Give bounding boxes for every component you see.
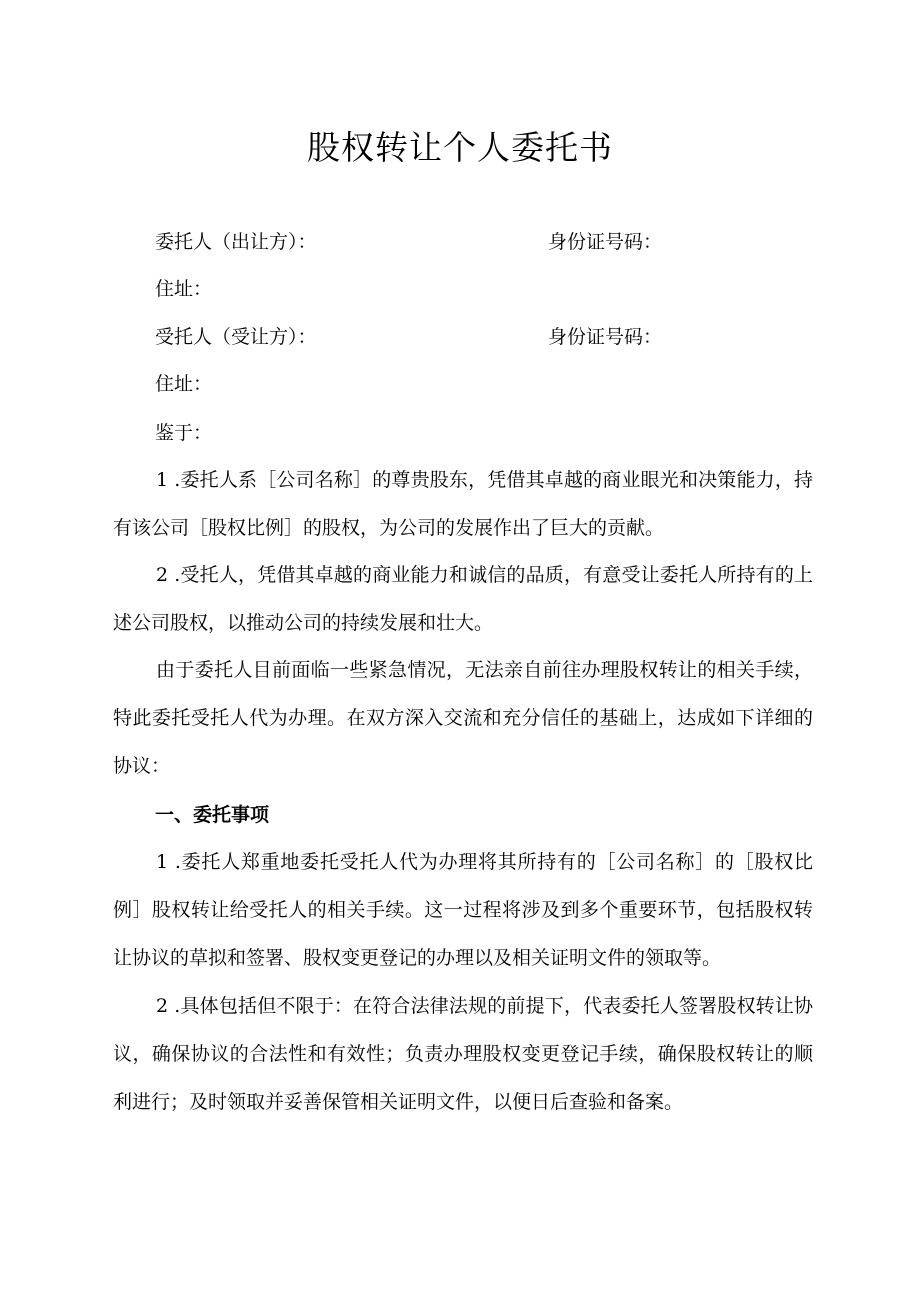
agent-address-label: 住址：	[155, 373, 213, 395]
recital-3: 由于委托人目前面临一些紧急情况，无法亲自前往办理股权转让的相关手续，特此委托受托人代为办理。在双方深入交流和充分信任的基础上，达成如下详细的协议：	[113, 659, 813, 777]
principal-row	[155, 229, 663, 255]
item-2: 2 .具体包括但不限于：在符合法律法规的前提下，代表委托人签署股权转让协议，确保协议的合法性和有效性；负责办理股权变更登记手续，确保股权转让的顺利进行；及时领取并妥善保管相关证明文件，以便日后查验和备案。	[113, 995, 813, 1113]
agent-id-label: 身份证号码：	[548, 326, 663, 348]
document-title: 股权转让个人委托书	[307, 128, 613, 167]
principal-id-label: 身份证号码：	[548, 231, 663, 253]
section-1-heading: 一、委托事项	[155, 804, 270, 826]
whereas-label: 鉴于：	[155, 422, 213, 444]
agent-address-row	[155, 371, 212, 397]
recital-2: 2 .受托人，凭借其卓越的商业能力和诚信的品质，有意受让委托人所持有的上述公司股权，以推动公司的持续发展和壮大。	[113, 564, 813, 634]
recital-1: 1 .委托人系［公司名称］的尊贵股东，凭借其卓越的商业眼光和决策能力，持有该公司［股权比例］的股权，为公司的发展作出了巨大的贡献。	[113, 469, 813, 539]
whereas-row	[155, 420, 212, 446]
agent-label: 受托人（受让方）：	[155, 326, 317, 348]
principal-address-label: 住址：	[155, 278, 213, 300]
principal-label: 委托人（出让方）：	[155, 231, 317, 253]
item-1: 1 .委托人郑重地委托受托人代为办理将其所持有的［公司名称］的［股权比例］股权转让给受托人的相关手续。这一过程将涉及到多个重要环节，包括股权转让协议的草拟和签署、股权变更登记的办理以及相关证明文件的领取等。	[113, 851, 813, 969]
agent-row	[155, 324, 663, 350]
principal-address-row	[155, 276, 212, 302]
